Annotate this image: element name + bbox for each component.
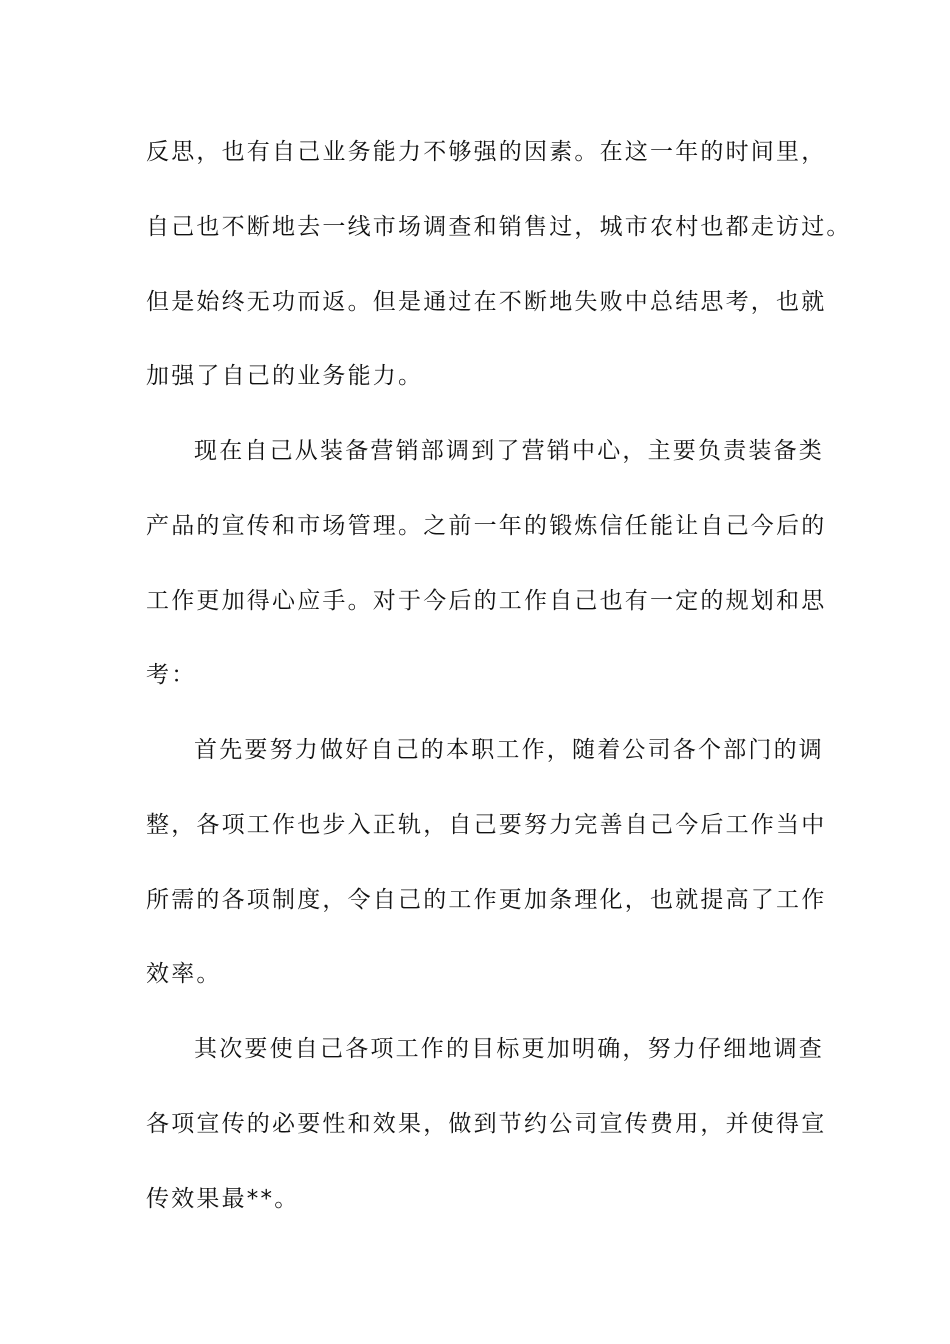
paragraph-line: 加强了自己的业务能力。: [146, 363, 424, 389]
paragraph-line: 但是始终无功而返。但是通过在不断地失败中总结思考，也就: [146, 289, 827, 315]
paragraph-line: 反思，也有自己业务能力不够强的因素。在这一年的时间里，: [146, 139, 827, 165]
paragraph-line: 首先要努力做好自己的本职工作，随着公司各个部门的调: [194, 737, 824, 763]
paragraph-line: 效率。: [146, 961, 222, 987]
paragraph-line: 考：: [146, 662, 197, 688]
paragraph-line: 其次要使自己各项工作的目标更加明确，努力仔细地调查: [194, 1036, 824, 1062]
paragraph-line: 各项宣传的必要性和效果，做到节约公司宣传费用，并使得宣: [146, 1111, 827, 1137]
paragraph-line: 产品的宣传和市场管理。之前一年的锻炼信任能让自己今后的: [146, 513, 827, 539]
paragraph-line: 自己也不断地去一线市场调查和销售过，城市农村也都走访过。: [146, 214, 852, 240]
paragraph-line: 整，各项工作也步入正轨，自己要努力完善自己今后工作当中: [146, 812, 827, 838]
paragraph-line: 现在自己从装备营销部调到了营销中心，主要负责装备类: [194, 438, 824, 464]
paragraph-line: 传效果最**。: [146, 1186, 300, 1212]
paragraph-line: 工作更加得心应手。对于今后的工作自己也有一定的规划和思: [146, 588, 827, 614]
paragraph-line: 所需的各项制度，令自己的工作更加条理化，也就提高了工作: [146, 887, 827, 913]
